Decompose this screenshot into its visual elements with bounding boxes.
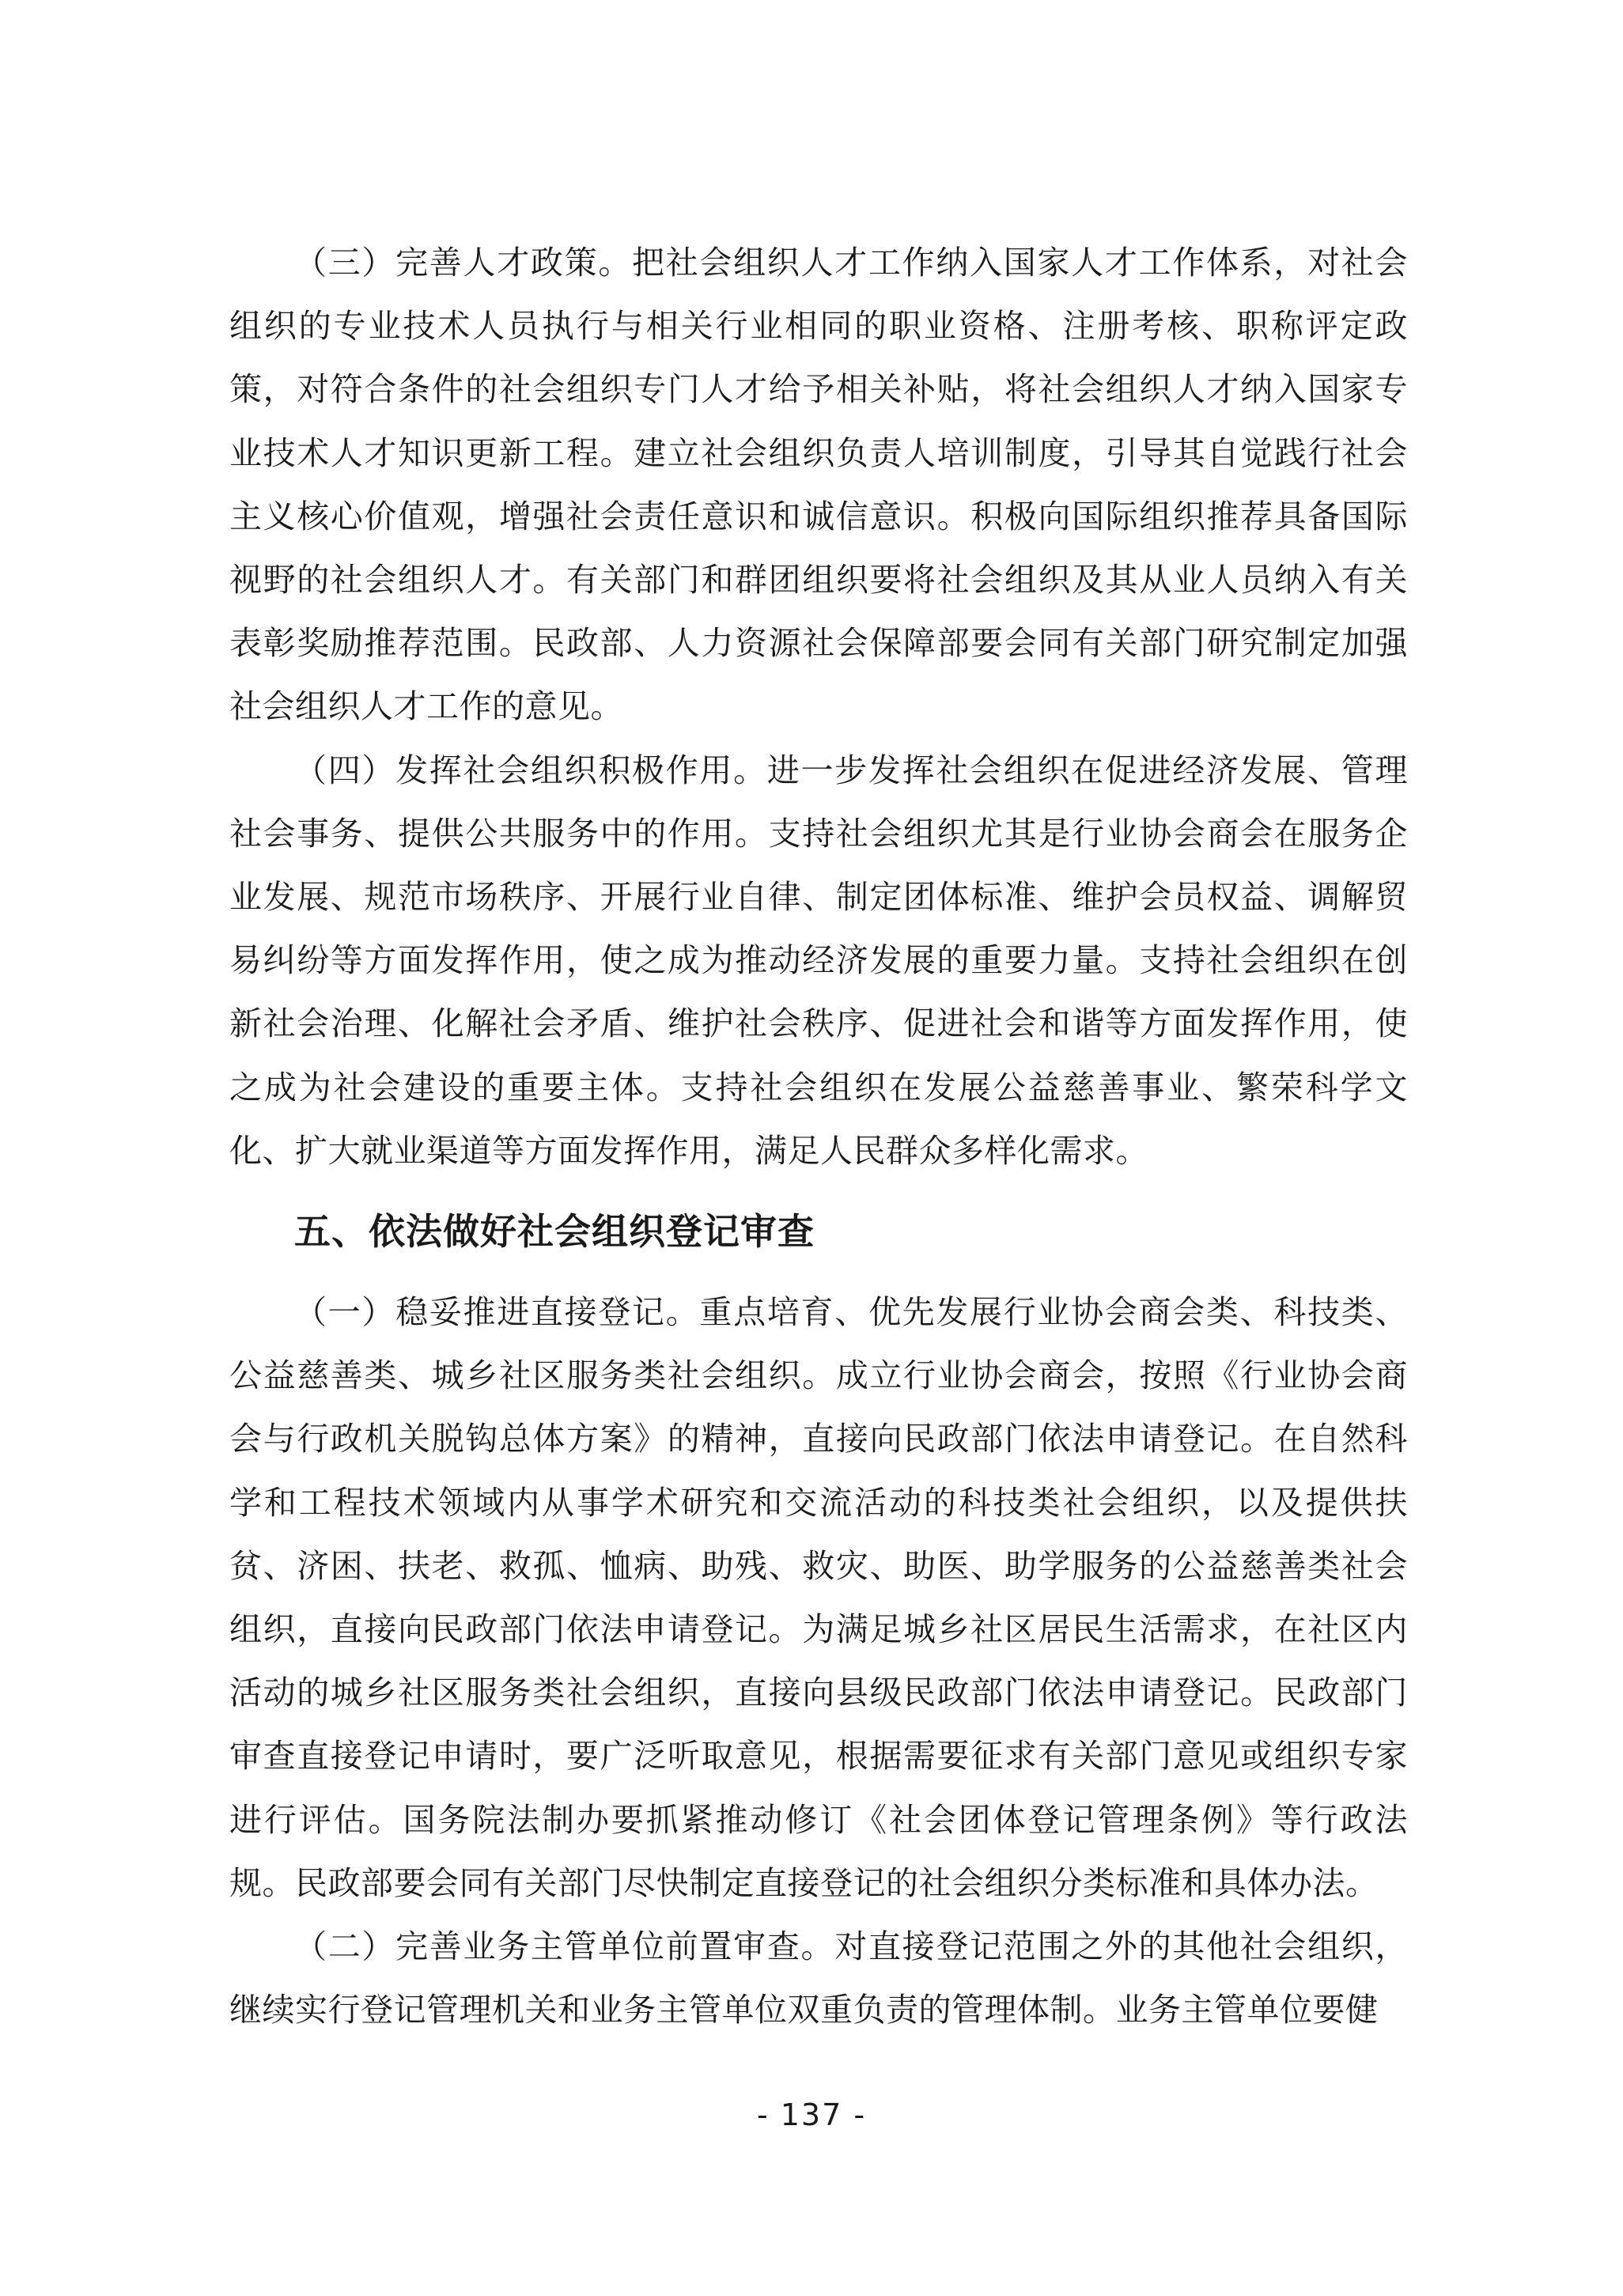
section-heading: 五、依法做好社会组织登记审查 xyxy=(294,1210,815,1254)
paragraph-direct-registration: （一）稳妥推进直接登记。重点培育、优先发展行业协会商会类、科技类、公益慈善类、城乡社区服务类社会组织。成立行业协会商会，按照《行业协会商会与行政机关脱钩总体方案》的精神，直接向民政部门依法申请登记。在自然科学和工程技术领域内从事学术研究和交流活动的科技类社会组织，以及提供扶贫、济困、扶老、救孤、恤病、助残、救灾、助医、助学服务的公益慈善类社会组织，直接向民政部门依法申请登记。为满足城乡社区居民生活需求，在社区内活动的城乡社区服务类社会组织，直接向县级民政部门依法申请登记。民政部门审查直接登记申请时，要广泛听取意见，根据需要征求有关部门意见或组织专家进行评估。国务院法制办要抓紧推动修订《社会团体登记管理条例》等行政法规。民政部要会同有关部门尽快制定直接登记的社会组织分类标准和具体办法。 xyxy=(229,1293,1408,1902)
page-number: - 137 - xyxy=(756,2097,867,2132)
paragraph-pre-review: （二）完善业务主管单位前置审查。对直接登记范围之外的其他社会组织，继续实行登记管理机关和业务主管单位双重负责的管理体制。业务主管单位要健 xyxy=(229,1927,1408,2029)
paragraph-social-org-role: （四）发挥社会组织积极作用。进一步发挥社会组织在促进经济发展、管理社会事务、提供公共服务中的作用。支持社会组织尤其是行业协会商会在服务企业发展、规范市场秩序、开展行业自律、制定团体标准、维护会员权益、调解贸易纠纷等方面发挥作用，使之成为推动经济发展的重要力量。支持社会组织在创新社会治理、化解社会矛盾、维护社会秩序、促进社会和谐等方面发挥作用，使之成为社会建设的重要主体。支持社会组织在发展公益慈善事业、繁荣科学文化、扩大就业渠道等方面发挥作用，满足人民群众多样化需求。 xyxy=(229,751,1408,1170)
page-body xyxy=(229,231,1408,2041)
paragraph-talent-policy: （三）完善人才政策。把社会组织人才工作纳入国家人才工作体系，对社会组织的专业技术人员执行与相关行业相同的职业资格、注册考核、职称评定政策，对符合条件的社会组织专门人才给予相关补贴，将社会组织人才纳入国家专业技术人才知识更新工程。建立社会组织负责人培训制度，引导其自觉践行社会主义核心价值观，增强社会责任意识和诚信意识。积极向国际组织推荐具备国际视野的社会组织人才。有关部门和群团组织要将社会组织及其从业人员纳入有关表彰奖励推荐范围。民政部、人力资源社会保障部要会同有关部门研究制定加强社会组织人才工作的意见。 xyxy=(229,244,1408,726)
